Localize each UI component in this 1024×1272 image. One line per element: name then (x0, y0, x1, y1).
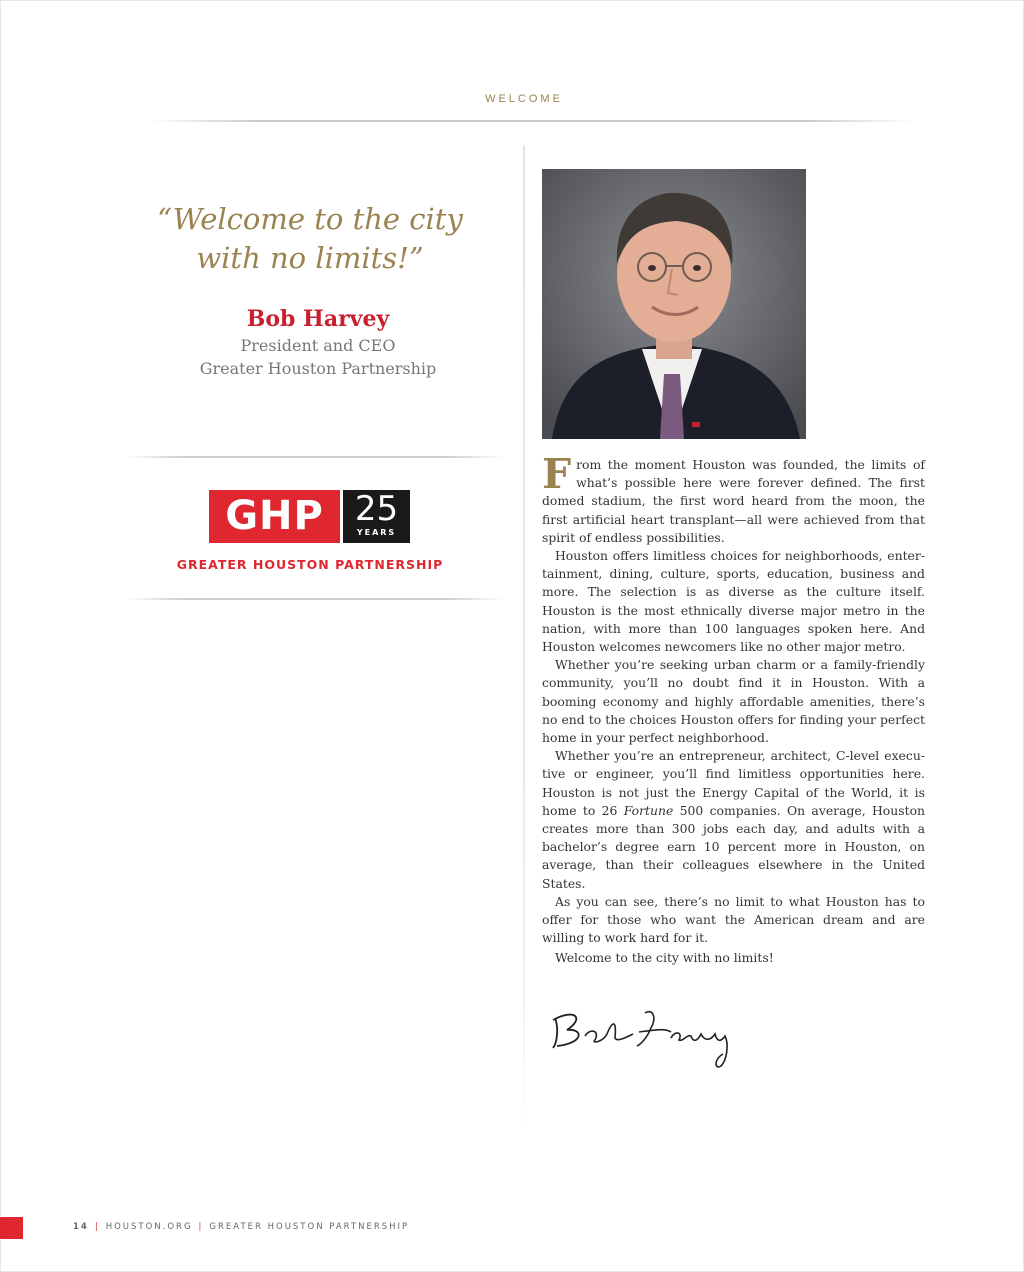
pull-quote-line-1: “Welcome to the city (157, 202, 463, 236)
portrait-illustration (542, 169, 806, 439)
logo-anniversary-word: YEARS (356, 528, 397, 537)
logo-anniversary-number: 25 (354, 489, 399, 529)
letter-paragraph-5: As you can see, there’s no limit to what Houston has to offer for those who want the American dream and are willing to work hard for it. (542, 893, 925, 946)
footer-site: HOUSTON.ORG (105, 1222, 193, 1232)
page-number: 14 (73, 1222, 89, 1232)
logo-rule-top (125, 456, 505, 458)
letter-paragraph-4-text-b: 500 companies. On average, Houston creates more than 300 jobs each day, and adults with a bachelor’s degree earn 10 percent more in Houston, on average, than their colleagues elsewhere in the United States. (542, 802, 926, 891)
letter-paragraph-2: Houston offers limitless choices for neighborhoods, entertainment, dining, culture, sports, education, business and more. The selection is as diverse as the culture itself. Houston is the most ethnically diverse major metro in the nation, with more than 100 languages spoken here. And Houston welcomes newcomers like no other major metro. (542, 548, 925, 655)
letter-paragraph-1-text: rom the moment Houston was founded, the limits of what’s possible here were forever defined. The first domed stadium, the first word heard from the moon, the first artificial heart transplant—all were achieved from that spirit of endless possibilities. (542, 457, 925, 545)
footer-publisher: GREATER HOUSTON PARTNERSHIP (209, 1222, 410, 1232)
top-rule (148, 120, 914, 122)
column-divider (523, 145, 525, 1130)
logo-caption: GREATER HOUSTON PARTNERSHIP (176, 557, 444, 572)
signature (545, 998, 755, 1078)
author-organization: Greater Houston Partnership (199, 359, 437, 378)
logo-anniversary-badge (343, 490, 410, 543)
section-label: WELCOME (485, 93, 563, 105)
letter-closing: Welcome to the city with no limits! (555, 950, 774, 965)
drop-cap: F (542, 450, 572, 498)
letter-paragraph-4 (542, 747, 925, 893)
footer-red-mark (0, 1217, 23, 1239)
page-footer (73, 1222, 409, 1232)
letter-paragraph-1 (542, 450, 925, 547)
logo-ghp-mark: GHP (209, 490, 340, 543)
letter-paragraph-4-text-a: Whether you’re an entrepreneur, architect, C-level executive or engineer, you’ll find limitless opportunities here. Houston is not just the Energy Capital of the World, it is home to 26 (542, 748, 925, 818)
logo-rule-bottom (125, 598, 505, 600)
footer-separator: | (198, 1222, 204, 1232)
letter-body (542, 450, 926, 947)
author-title: President and CEO (240, 336, 396, 355)
pull-quote (120, 200, 500, 278)
pull-quote-line-2: with no limits!” (196, 241, 424, 275)
footer-separator: | (94, 1222, 100, 1232)
letter-paragraph-3: Whether you’re seeking urban charm or a family-friendly community, you’ll no doubt find it in Houston. With a booming economy and highly affordable amenities, there’s no end to the choices Houston offers for finding your perfect home in your perfect neighborhood. (542, 657, 925, 746)
fortune-italic: Fortune (623, 802, 674, 818)
author-photo (542, 169, 806, 439)
author-name: Bob Harvey (246, 306, 390, 332)
